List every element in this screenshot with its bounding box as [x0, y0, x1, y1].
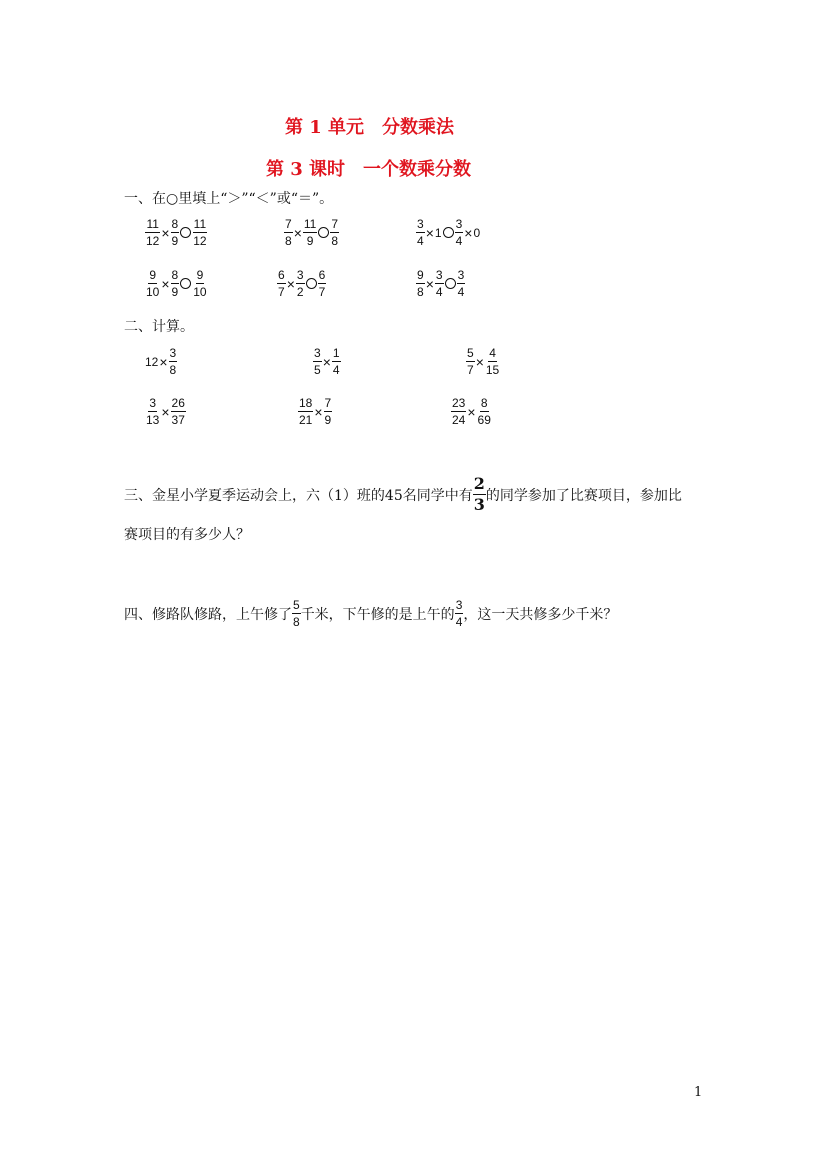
fraction	[298, 396, 313, 427]
fraction-denominator: 7	[467, 363, 474, 377]
section4-fraction-1-denominator: 8	[293, 615, 300, 629]
fraction-denominator: 4	[455, 234, 463, 248]
times-sign: ×	[161, 275, 170, 292]
fraction	[416, 268, 425, 299]
answer-circle[interactable]	[180, 278, 191, 289]
fraction	[330, 217, 339, 248]
fraction	[145, 217, 160, 248]
fraction-numerator: 8	[171, 268, 179, 282]
section3-fraction-denominator: 3	[473, 495, 485, 514]
fraction-denominator: 12	[193, 234, 207, 248]
section4-fraction-2-denominator: 4	[455, 615, 463, 629]
fraction	[324, 396, 333, 427]
fraction-denominator: 8	[331, 234, 339, 248]
fraction-numerator: 3	[314, 346, 321, 360]
fraction-numerator: 6	[278, 268, 285, 282]
fraction-denominator: 37	[171, 413, 185, 427]
fraction-numerator: 11	[303, 217, 317, 231]
comparison-exercise	[416, 268, 465, 299]
fraction	[477, 396, 492, 427]
fraction-denominator: 8	[285, 234, 292, 248]
times-sign: ×	[475, 353, 484, 370]
fraction-numerator: 3	[455, 217, 463, 231]
section4-text-3: ，这一天共修多少千米？	[463, 606, 618, 623]
answer-circle[interactable]	[443, 227, 454, 238]
fraction-denominator: 4	[435, 285, 443, 299]
fraction	[416, 217, 425, 248]
fraction-numerator: 11	[146, 217, 159, 231]
times-sign: ×	[467, 403, 476, 420]
fraction	[296, 268, 305, 299]
comparison-exercise	[416, 217, 480, 248]
times-sign: ×	[322, 353, 331, 370]
comparison-exercise	[284, 217, 339, 248]
section4-fraction-1-numerator: 5	[293, 598, 300, 612]
fraction-denominator: 8	[417, 285, 424, 299]
fraction-denominator: 13	[146, 413, 160, 427]
fraction	[303, 217, 317, 248]
calculation-exercise	[466, 346, 500, 377]
fraction-numerator: 3	[149, 396, 157, 410]
fraction	[145, 268, 160, 299]
section4-fraction-2-numerator: 3	[455, 598, 463, 612]
fraction-numerator: 3	[169, 346, 177, 360]
fraction-denominator: 69	[477, 413, 491, 427]
fraction-numerator: 3	[417, 217, 424, 231]
fraction-denominator: 10	[193, 285, 207, 299]
fraction	[192, 268, 207, 299]
fraction	[171, 217, 180, 248]
fraction	[332, 346, 341, 377]
fraction	[169, 346, 178, 377]
section1-instruction: 一、在○里填上“＞”“＜”或“＝”。	[124, 191, 334, 207]
fraction-numerator: 8	[171, 217, 179, 231]
section4-question	[124, 598, 617, 629]
section2-instruction: 二、计算。	[124, 319, 194, 335]
fraction	[171, 268, 180, 299]
times-sign: ×	[314, 403, 323, 420]
fraction	[455, 217, 464, 248]
fraction-numerator: 1	[332, 346, 340, 360]
answer-circle[interactable]	[180, 227, 191, 238]
calculation-exercise	[298, 396, 332, 427]
fraction-denominator: 9	[306, 234, 314, 248]
fraction-numerator: 3	[435, 268, 443, 282]
section4-text-2: 千米，下午修的是上午的	[300, 606, 455, 623]
calculation-exercise	[451, 396, 492, 427]
fraction	[284, 217, 293, 248]
fraction-numerator: 9	[149, 268, 157, 282]
times-sign: ×	[464, 224, 473, 241]
section3-question-line2: 赛项目的有多少人？	[124, 527, 250, 543]
fraction-numerator: 5	[467, 346, 474, 360]
fraction-denominator: 5	[314, 363, 321, 377]
integer: 12	[145, 354, 159, 369]
times-sign: ×	[161, 403, 170, 420]
fraction-numerator: 11	[193, 217, 207, 231]
fraction-denominator: 4	[332, 363, 340, 377]
section3-text-before: 三、金星小学夏季运动会上，六（1）班的45名同学中有	[124, 487, 473, 504]
fraction-denominator: 4	[417, 234, 424, 248]
calculation-exercise	[145, 346, 177, 377]
section4-fraction-1	[292, 598, 301, 629]
fraction	[435, 268, 444, 299]
fraction-denominator: 9	[171, 285, 179, 299]
unit-title: 第 1 单元 分数乘法	[285, 117, 455, 138]
section3-fraction-numerator: 2	[473, 474, 485, 493]
fraction-denominator: 4	[457, 285, 465, 299]
fraction-numerator: 18	[299, 396, 313, 410]
page-number: 1	[694, 1085, 703, 1100]
answer-circle[interactable]	[306, 278, 317, 289]
lesson-title: 第 3 课时 一个数乘分数	[266, 159, 472, 180]
fraction	[145, 396, 160, 427]
section4-fraction-2	[455, 598, 464, 629]
times-sign: ×	[159, 353, 168, 370]
fraction-numerator: 26	[171, 396, 185, 410]
section3-text-after: 的同学参加了比赛项目，参加比	[485, 487, 682, 504]
fraction-numerator: 9	[196, 268, 204, 282]
fraction	[485, 346, 500, 377]
fraction	[313, 346, 322, 377]
fraction	[466, 346, 475, 377]
fraction-numerator: 4	[489, 346, 496, 360]
section4-text-1: 四、修路队修路，上午修了	[124, 606, 292, 623]
comparison-exercise	[277, 268, 326, 299]
times-sign: ×	[425, 275, 434, 292]
section3-fraction	[473, 475, 486, 514]
fraction-numerator: 6	[318, 268, 326, 282]
fraction-numerator: 3	[296, 268, 304, 282]
calculation-exercise	[313, 346, 341, 377]
fraction	[457, 268, 466, 299]
times-sign: ×	[293, 224, 302, 241]
fraction	[171, 396, 186, 427]
fraction-denominator: 12	[146, 234, 160, 248]
fraction-denominator: 10	[146, 285, 160, 299]
answer-circle[interactable]	[318, 227, 329, 238]
times-sign: ×	[161, 224, 170, 241]
fraction-denominator: 2	[296, 285, 304, 299]
times-sign: ×	[286, 275, 295, 292]
fraction-numerator: 3	[457, 268, 465, 282]
fraction	[192, 217, 207, 248]
integer: 0	[473, 225, 481, 240]
fraction-numerator: 8	[480, 396, 488, 410]
integer: 1	[434, 225, 442, 240]
fraction	[277, 268, 286, 299]
fraction-denominator: 24	[452, 413, 466, 427]
answer-circle[interactable]	[445, 278, 456, 289]
comparison-exercise	[145, 268, 208, 299]
fraction-denominator: 9	[324, 413, 332, 427]
fraction-denominator: 21	[299, 413, 313, 427]
fraction-numerator: 9	[417, 268, 424, 282]
fraction-numerator: 7	[285, 217, 292, 231]
fraction	[318, 268, 327, 299]
fraction-denominator: 7	[318, 285, 326, 299]
fraction-numerator: 23	[452, 396, 466, 410]
fraction-denominator: 15	[485, 363, 500, 377]
section3-question	[124, 475, 682, 514]
calculation-exercise	[145, 396, 186, 427]
fraction-numerator: 7	[331, 217, 339, 231]
fraction-numerator: 7	[324, 396, 332, 410]
fraction	[451, 396, 466, 427]
times-sign: ×	[425, 224, 434, 241]
fraction-denominator: 9	[171, 234, 179, 248]
fraction-denominator: 7	[278, 285, 285, 299]
fraction-denominator: 8	[169, 363, 177, 377]
comparison-exercise	[145, 217, 208, 248]
